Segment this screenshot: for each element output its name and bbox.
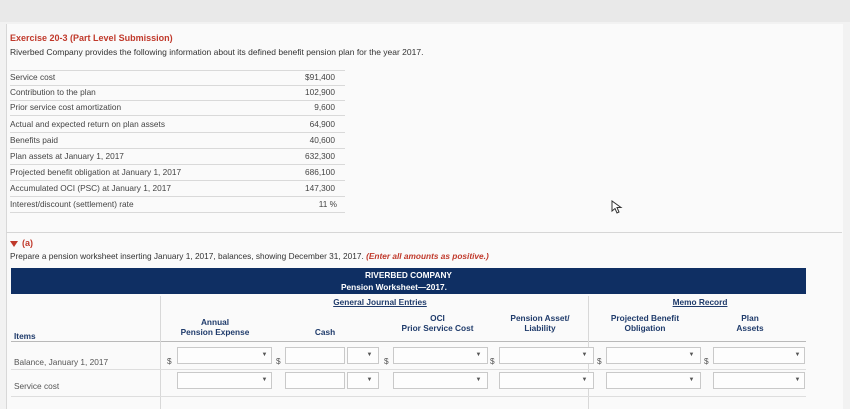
part-instruction [10,251,489,261]
col-plan-line1: Plan [741,313,759,323]
data-label: Interest/discount (settlement) rate [10,199,134,209]
data-label: Contribution to the plan [10,87,96,97]
data-label: Service cost [10,72,56,82]
part-a-toggle[interactable] [10,238,33,248]
currency-symbol: $ [597,356,602,366]
col-items: Items [14,331,36,341]
col-asset-line1: Pension Asset/ [510,313,570,323]
worksheet-title: Pension Worksheet—2017. [341,282,447,292]
dropdown-arrow-icon[interactable]: ▼ [581,377,588,383]
currency-symbol: $ [167,356,172,366]
row-label-service-cost: Service cost [14,381,60,391]
input-cash-service-cost[interactable] [285,372,345,389]
general-journal-heading: General Journal Entries [333,297,427,307]
data-label: Benefits paid [10,135,58,145]
row-separator [11,396,806,397]
data-row-interest-rate [10,197,345,211]
data-row-pbo [10,165,345,179]
col-oci-line2: Prior Service Cost [401,323,474,333]
data-row-contribution [10,85,345,99]
row-label-balance: Balance, January 1, 2017 [14,357,109,367]
dropdown-arrow-icon[interactable]: ▼ [475,352,482,358]
data-value: 102,900 [305,87,335,97]
data-value: 11 % [318,199,337,209]
exercise-description: Riverbed Company provides the following information about its defined benefit pension plan for the year 2017. [10,47,424,57]
data-label: Prior service cost amortization [10,102,122,112]
dropdown-arrow-icon[interactable]: ▼ [794,377,801,383]
data-row-benefits-paid [10,133,345,147]
data-value: 686,100 [305,167,335,177]
memo-record-heading: Memo Record [672,297,728,307]
exercise-title: Exercise 20-3 (Part Level Submission) [10,33,173,43]
collapse-triangle-icon [10,241,18,247]
col-oci-psc [375,313,500,333]
worksheet-header [11,268,806,294]
header-rule [11,341,806,342]
col-pbo-line2: Obligation [624,323,666,333]
data-value: 40,600 [309,135,335,145]
mouse-cursor-icon [611,200,623,214]
data-value: 64,900 [309,119,335,129]
data-value: 147,300 [305,183,335,193]
data-row-plan-assets [10,149,345,163]
data-value: $91,400 [305,72,335,82]
col-plan-line2: Assets [736,323,764,333]
dropdown-arrow-icon[interactable]: ▼ [261,352,268,358]
data-label: Accumulated OCI (PSC) at January 1, 2017 [10,183,171,193]
dropdown-arrow-icon[interactable]: ▼ [366,377,373,383]
data-row-psc-amortization [10,100,345,114]
currency-symbol: $ [384,356,389,366]
dropdown-arrow-icon[interactable]: ▼ [688,377,695,383]
dropdown-arrow-icon[interactable]: ▼ [475,377,482,383]
dropdown-arrow-icon[interactable]: ▼ [794,352,801,358]
part-label-text: (a) [22,238,33,248]
col-pbo-line1: Projected Benefit [610,313,680,323]
col-annual-pension-expense [160,317,270,337]
currency-symbol: $ [276,356,281,366]
instruction-note: (Enter all amounts as positive.) [366,251,489,261]
dropdown-arrow-icon[interactable]: ▼ [366,352,373,358]
top-strip [0,0,850,22]
col-pension-asset-liability [490,313,590,333]
data-label: Projected benefit obligation at January 1, 2017 [10,167,182,177]
col-plan-assets [720,313,780,333]
data-value: 632,300 [305,151,335,161]
col-asset-line2: Liability [524,323,556,333]
col-oci-line1: OCI [430,313,445,323]
currency-symbol: $ [490,356,495,366]
dropdown-arrow-icon[interactable]: ▼ [581,352,588,358]
data-row-return-on-assets [10,117,345,131]
row-separator [11,369,806,370]
instruction-text: Prepare a pension worksheet inserting January 1, 2017, balances, showing December 31, 2017. [10,251,364,261]
col-pbo [595,313,695,333]
data-label: Plan assets at January 1, 2017 [10,151,124,161]
input-cash-balance[interactable] [285,347,345,364]
dropdown-arrow-icon[interactable]: ▼ [261,377,268,383]
currency-symbol: $ [704,356,709,366]
col-cash: Cash [314,327,336,337]
dropdown-arrow-icon[interactable]: ▼ [688,352,695,358]
data-value: 9,600 [314,102,335,112]
data-row-service-cost [10,70,345,84]
data-label: Actual and expected return on plan assets [10,119,165,129]
column-divider [160,296,161,409]
col-annual-line2: Pension Expense [180,327,250,337]
col-annual-line1: Annual [200,317,230,327]
data-row-accumulated-oci [10,181,345,195]
section-divider [6,232,842,233]
worksheet-company: RIVERBED COMPANY [365,270,452,280]
